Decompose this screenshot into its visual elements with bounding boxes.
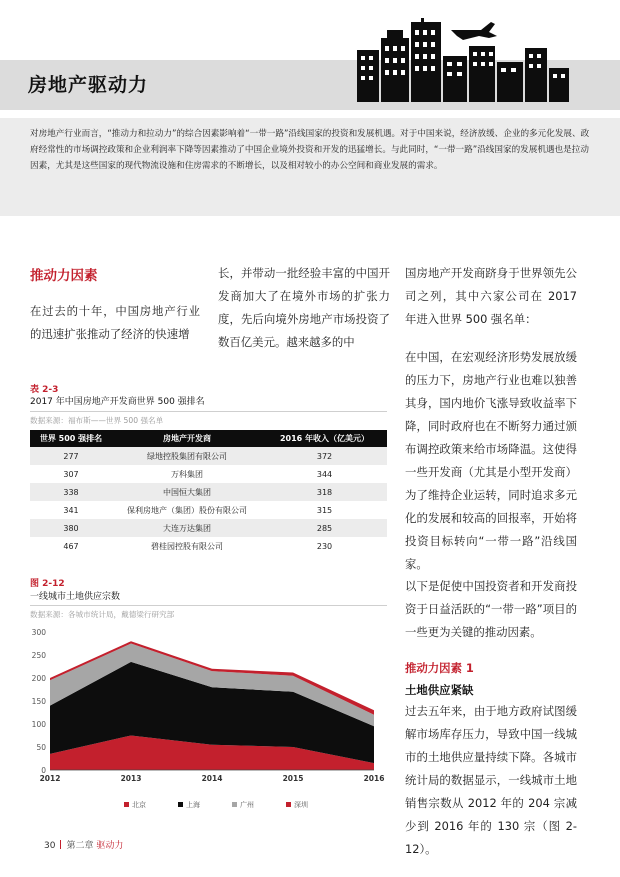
table-title: 2017 年中国房地产开发商世界 500 强排名 — [30, 397, 205, 407]
figure-label: 图 2-12 — [30, 579, 65, 589]
legend-label: 广州 — [240, 801, 254, 809]
y-tick-label: 250 — [31, 651, 46, 660]
table-source: 数据来源：福布斯——世界 500 强名单 — [30, 411, 387, 426]
legend-label: 上海 — [186, 801, 200, 809]
page-title: 房地产驱动力 — [28, 74, 149, 96]
legend-label: 北京 — [132, 801, 146, 809]
page-footer — [44, 838, 123, 851]
legend-swatch — [178, 802, 183, 807]
table-cell-developer: 大连万达集团 — [112, 519, 262, 537]
table-row — [30, 483, 387, 501]
table-cell-rank: 341 — [30, 501, 112, 519]
y-tick-label: 150 — [31, 697, 46, 706]
table-cell-revenue: 318 — [262, 483, 387, 501]
table-header-row — [30, 430, 387, 447]
page-number: 30 — [44, 841, 56, 851]
body-text-col3-c: 以下是促使中国投资者和开发商投资于日益活跃的“一带一路”项目的一些更为关键的推动因素。 — [405, 579, 577, 639]
driver-label: 推动力因素 1 — [405, 661, 474, 675]
ranking-table — [30, 430, 387, 555]
body-text-col1: 在过去的十年，中国房地产行业的迅速扩张推动了经济的快速增 — [30, 304, 200, 341]
figure-source: 数据来源：各城市统计局，戴德梁行研究部 — [30, 605, 387, 620]
table-cell-rank: 307 — [30, 465, 112, 483]
table-cell-rank: 467 — [30, 537, 112, 555]
table-cell-developer: 绿地控股集团有限公司 — [112, 447, 262, 465]
y-tick-label: 50 — [36, 743, 46, 752]
table-label: 表 2-3 — [30, 385, 59, 395]
x-tick-label: 2015 — [282, 774, 304, 783]
table-cell-developer: 中国恒大集团 — [112, 483, 262, 501]
y-tick-label: 300 — [31, 628, 46, 637]
y-tick-label: 200 — [31, 674, 46, 683]
table-cell-rank: 338 — [30, 483, 112, 501]
table-cell-rank: 277 — [30, 447, 112, 465]
y-tick-label: 0 — [41, 766, 46, 775]
x-tick-label: 2012 — [39, 774, 61, 783]
intro-paragraph: 对房地产行业而言，“推动力和拉动力”的综合因素影响着“一带一路”沿线国家的投资和发展机遇。对于中国来说，经济放缓、企业的多元化发展、政府经常性的市场调控政策和企业利润率下降等因素推动了中国企业境外投资和开发的迅猛增长。与此同时，“一带一路”沿线国家的发展机遇也是拉动因素，尤其是这些国家的现代物流设施和住房需求的不断增长，以及相对较小的办公空间和商业发展的需求。 — [30, 129, 590, 171]
table-row — [30, 447, 387, 465]
table-cell-developer: 保利房地产（集团）股份有限公司 — [112, 501, 262, 519]
table-cell-revenue: 230 — [262, 537, 387, 555]
table-header-developer: 房地产开发商 — [112, 430, 262, 447]
body-text-col2: 长，并带动一批经验丰富的中国开发商加大了在境外市场的扩张力度，先后向境外房地产市场投资了数百亿美元。越来越多的中 — [218, 266, 390, 349]
table-header-rank: 世界 500 强排名 — [30, 430, 112, 447]
table-header-revenue: 2016 年收入（亿美元） — [262, 430, 387, 447]
table-cell-developer: 碧桂园控股有限公司 — [112, 537, 262, 555]
x-tick-label: 2014 — [201, 774, 223, 783]
body-text-col3-a: 国房地产开发商跻身于世界领先公司之列，其中六家公司在 2017 年进入世界 500 强名单： — [405, 266, 577, 326]
legend-label: 深圳 — [294, 801, 308, 809]
legend-swatch — [286, 802, 291, 807]
footer-divider — [60, 840, 61, 849]
body-text-col3-b: 在中国，在宏观经济形势发展放缓的压力下，房地产行业也难以独善其身，国内地价飞涨导致收益率下降，同时政府也在不断努力通过颁布调控政策来给市场降温。这使得一些开发商（尤其是小型开发商）为了维持企业运转，同时追求多元化的发展和较高的回报率，开始将投资目标转向“一带一路”沿线国家。 — [405, 350, 577, 571]
land-supply-area-chart — [28, 622, 390, 814]
table-row — [30, 501, 387, 519]
table-cell-revenue: 285 — [262, 519, 387, 537]
table-cell-revenue: 344 — [262, 465, 387, 483]
legend-swatch — [124, 802, 129, 807]
table-row — [30, 537, 387, 555]
x-tick-label: 2013 — [120, 774, 142, 783]
y-tick-label: 100 — [31, 720, 46, 729]
footer-section: 驱动力 — [96, 841, 124, 851]
table-cell-revenue: 315 — [262, 501, 387, 519]
table-row — [30, 465, 387, 483]
table-cell-revenue: 372 — [262, 447, 387, 465]
section-heading: 推动力因素 — [30, 268, 98, 284]
legend-swatch — [232, 802, 237, 807]
city-skyline-icon — [355, 18, 570, 102]
driver-title: 土地供应紧缺 — [405, 683, 474, 697]
footer-chapter: 第二章 — [66, 841, 94, 851]
table-cell-rank: 380 — [30, 519, 112, 537]
figure-title: 一线城市土地供应宗数 — [30, 592, 121, 602]
body-text-col3-d: 过去五年来，由于地方政府试图缓解市场库存压力，导致中国一线城市的土地供应量持续下降。各城市统计局的数据显示，一线城市土地销售宗数从 2012 年的 204 宗减少到 2016 年的 130 宗（图 2-12）。 — [405, 704, 577, 856]
table-row — [30, 519, 387, 537]
table-cell-developer: 万科集团 — [112, 465, 262, 483]
x-tick-label: 2016 — [363, 774, 385, 783]
